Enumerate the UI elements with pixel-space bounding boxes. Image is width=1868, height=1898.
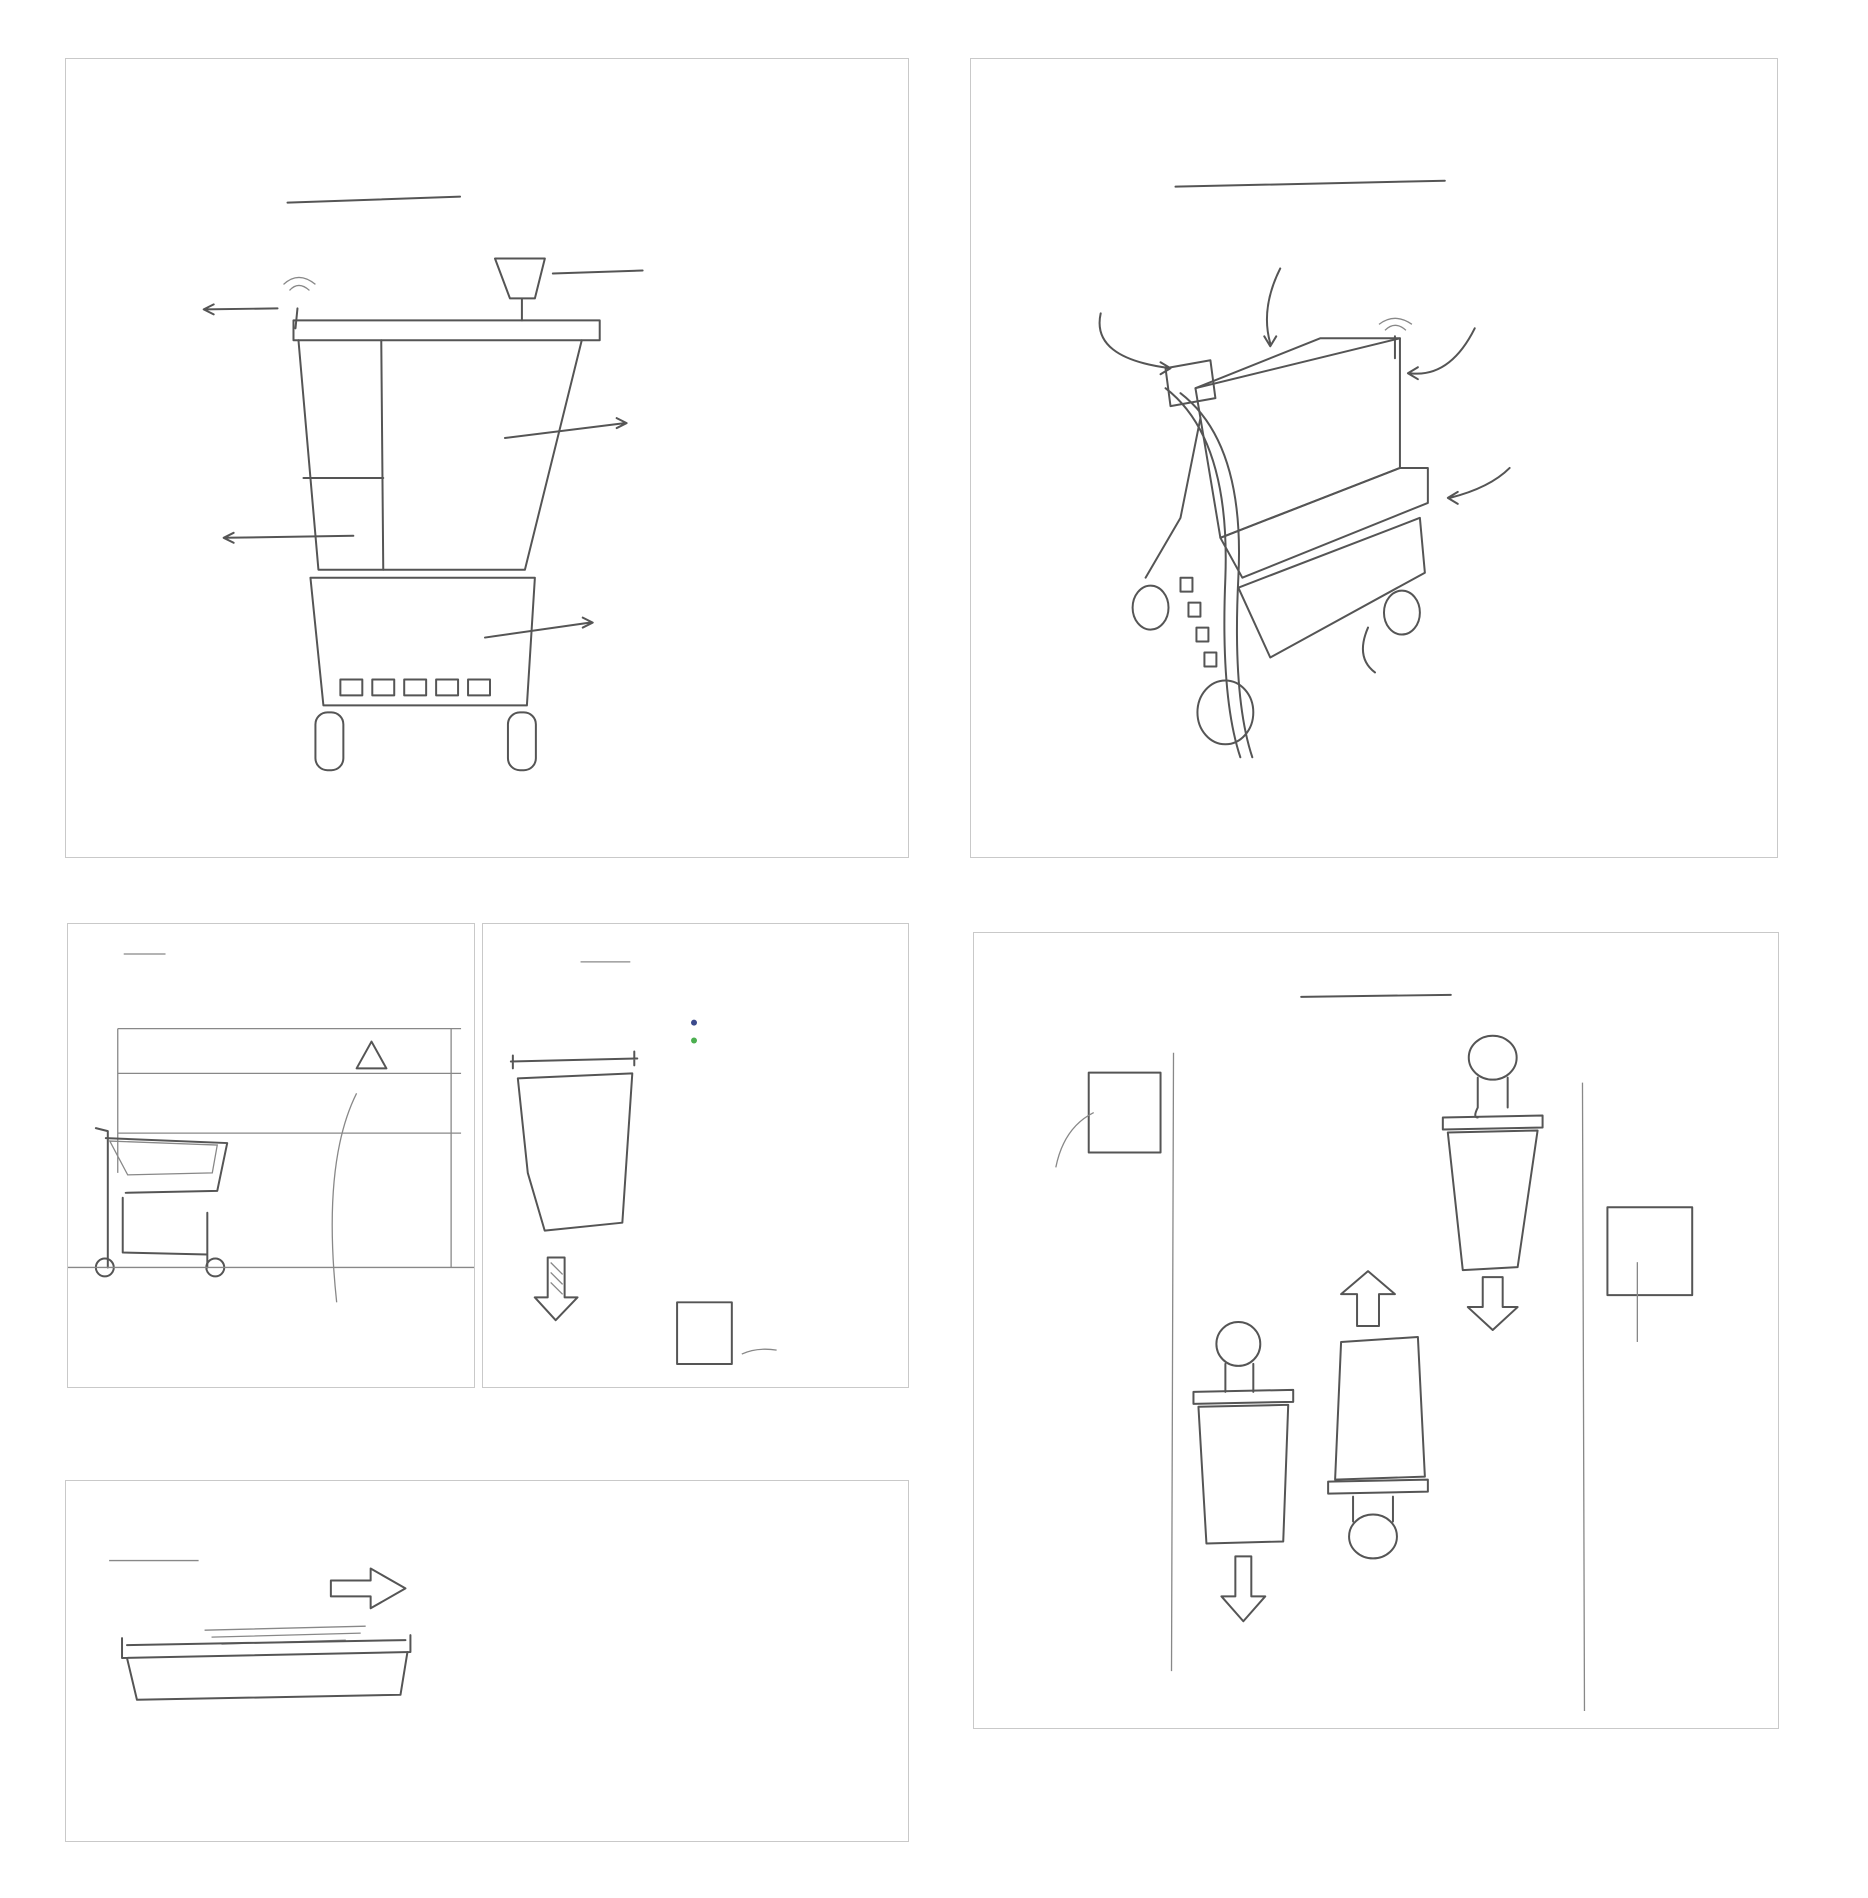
perspective-view-sketch bbox=[971, 59, 1777, 857]
top-aisle-view-panel bbox=[973, 932, 1779, 1729]
cart-c bbox=[1328, 1271, 1428, 1558]
handle-panel bbox=[65, 1480, 909, 1842]
perspective-view-panel bbox=[970, 58, 1778, 858]
lights-side-view-sketch bbox=[68, 924, 474, 1387]
lights-top-view-sketch bbox=[483, 924, 908, 1387]
cart-b bbox=[1193, 1322, 1293, 1621]
front-view-sketch bbox=[66, 59, 908, 857]
legend-off-dot bbox=[691, 1020, 697, 1026]
cart-a bbox=[1443, 1036, 1543, 1330]
lights-side-view-panel bbox=[67, 923, 475, 1388]
handle-sketch bbox=[66, 1481, 908, 1841]
top-aisle-sketch bbox=[974, 933, 1778, 1728]
front-view-panel bbox=[65, 58, 909, 858]
lights-top-view-panel bbox=[482, 923, 909, 1388]
legend-on-dot bbox=[691, 1038, 697, 1044]
